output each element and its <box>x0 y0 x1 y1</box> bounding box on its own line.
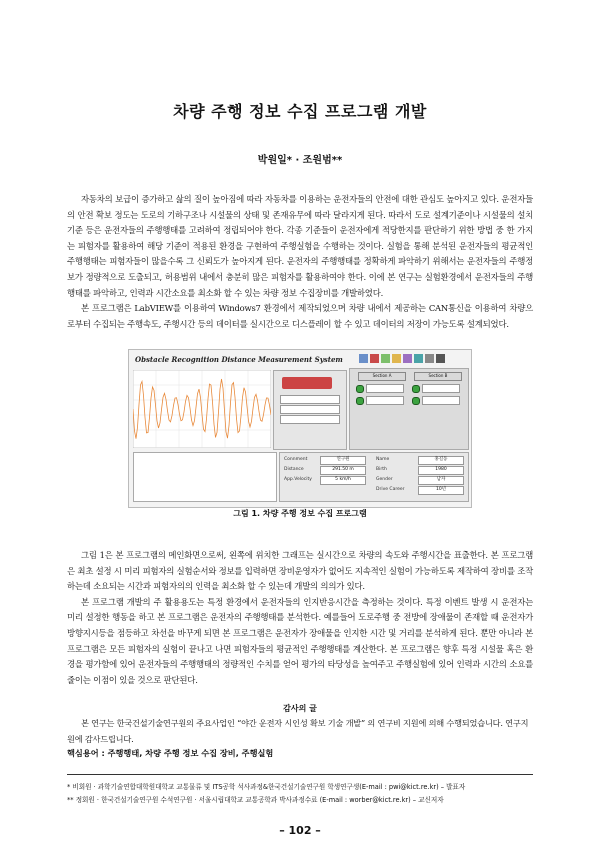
field-value: 10년 <box>418 486 464 495</box>
acknowledgement-text: 본 연구는 한국건설기술연구원의 주요사업인 “야간 운전자 시인성 확보 기술 개발” 의 연구비 지원에 의해 수행되었습니다. 연구지원에 감사드립니다. <box>67 718 529 744</box>
keywords: 핵심용어 : 주행행태, 차량 주행 정보 수집 장비, 주행실험 <box>67 748 274 758</box>
page-number: – 102 – <box>279 824 321 837</box>
info-panel <box>279 452 469 502</box>
figure-ui-title: Obstacle Recognition Distance Measurement System <box>135 355 343 364</box>
display-field <box>422 396 460 405</box>
section-panels <box>349 368 469 450</box>
field-value: 5 km/h <box>320 476 366 485</box>
field-value: 남자 <box>418 476 464 485</box>
paper-title: 차량 주행 정보 수집 프로그램 개발 <box>173 102 427 121</box>
section-panel <box>273 370 347 450</box>
display-field <box>280 395 340 404</box>
field-label: Birth <box>376 467 387 472</box>
log-panel <box>133 452 277 502</box>
toolbar-icon <box>381 354 390 363</box>
acknowledgement-heading: 감사의 글 <box>283 704 317 713</box>
status-led <box>412 397 420 405</box>
display-field <box>280 415 340 424</box>
figure-screenshot <box>128 349 472 508</box>
field-label: Drive Career <box>376 487 405 492</box>
toolbar-icons <box>359 354 465 364</box>
vehicle-display <box>282 377 332 389</box>
field-value: 홍길동 <box>418 456 464 465</box>
toolbar-icon <box>403 354 412 363</box>
display-field <box>366 384 404 393</box>
field-label: Gender <box>376 477 393 482</box>
toolbar-icon <box>392 354 401 363</box>
field-value: 연구원 <box>320 456 366 465</box>
field-label: Connment <box>284 457 308 462</box>
paragraph: 자동차의 보급이 증가하고 삶의 질이 높아짐에 따라 자동차를 이용하는 운전자들의 안전에 대한 관심도 높아지고 있다. 운전자들의 안전 확보 정도는 도로의 기하구조나 시설물의 상태 및 존재유무에 따라 달라지게 된다. 따라서 도로 설계기준이나 시설물의 설치기준 등은 운전자들의 주행행태를 고려하여 정립되어야 한다. 각종 기준들이 운전자에게 적당한지를 판단하기 위한 방법 중 한 가지는 피험자를 활용하여 해당 기준이 적용된 환경을 구현하여 주행실험을 수행하는 것이다. 실험을 통해 분석된 운전자들의 평균적인 주행행태는 피험자들이 많을수록 그 신뢰도가 높아지게 된다. 운전자의 주행행태를 정확하게 파악하기 위해서는 운전자들의 주행정보가 정량적으로 도출되고, 허용범위 내에서 충분히 많은 피험자를 활용하여야 한다. 이에 본 연구는 실험환경에서 운전자들의 주행행태를 파악하고, 인력과 시간소요를 최소화 할 수 있는 차량 정보 수집장비를 개발하였다. <box>67 194 533 298</box>
field-label: Distance <box>284 467 304 472</box>
footnote: ** 정회원 · 한국건설기술연구원 수석연구원 · 서울시립대학교 교통공학과 박사과정수료 (E-mail : worber@kict.re.kr) – 교신저자 <box>67 796 444 804</box>
toolbar-icon <box>370 354 379 363</box>
status-led <box>356 385 364 393</box>
field-value: 1980 <box>418 466 464 475</box>
tab-section-b[interactable]: Section B <box>414 372 462 381</box>
toolbar-icon <box>359 354 368 363</box>
status-led <box>412 385 420 393</box>
paragraph: 그림 1은 본 프로그램의 메인화면으로써, 왼쪽에 위치한 그래프는 실시간으로 차량의 속도와 주행시간을 표출한다. 본 프로그램은 최초 설정 시 미리 피험자의 실험순서와 정보를 입력하면 장비운영자가 없어도 지속적인 실험이 가능하도록 제작하여 장비를 조작하는데 소요되는 시간과 피험자의의 인력을 최소화 할 수 있는데 개발의 의의가 있다. <box>67 550 533 592</box>
figure-caption: 그림 1. 차량 주행 정보 수집 프로그램 <box>233 509 367 518</box>
footnote-divider <box>67 774 533 775</box>
display-field <box>366 396 404 405</box>
display-field <box>422 384 460 393</box>
paragraph: 본 프로그램 개발의 주 활용용도는 특정 환경에서 운전자들의 인지반응시간을 측정하는 것이다. 특정 이벤트 발생 시 운전자는 미리 설정한 행동을 하고 본 프로그램은 운전자의 주행행태를 분석한다. 예를들어 도로주행 중 전방에 장애물이 존재할 때 운전자가 방향지시등을 점등하고 차선을 바꾸게 되면 본 프로그램은 운전자가 장애물을 인지한 시간 및 거리를 분석하게 된다. 뿐만 아니라 본 프로그램은 모든 피험자의 실험이 끝나고 나면 피험자들의 평균적인 주행행태를 계산한다. 본 프로그램은 향후 특정 시설물 혹은 환경을 평가함에 있어 운전자들의 주행행태의 정량적인 수치를 얻어 평가의 타당성을 높여주고 주행실험에 있어 인력과 시간의 소요를 줄이는 이점이 있을 것으로 판단된다. <box>67 596 533 685</box>
field-label: Name <box>376 457 390 462</box>
paragraph: 본 프로그램은 LabVIEW를 이용하여 Windows7 환경에서 제작되었으며 차량 내에서 제공하는 CAN통신을 이용하여 차량으로부터 수집되는 주행속도, 주행시간 등의 데이터를 실시간으로 디스플레이 할 수 있고 데이터의 저장이 가능도록 설계되었다. <box>67 303 533 329</box>
field-label: App.Velocity <box>284 477 312 482</box>
toolbar-icon <box>436 354 445 363</box>
display-field <box>280 405 340 414</box>
author-line: 박원일* · 조원범** <box>257 155 343 166</box>
body-section-2 <box>67 548 533 688</box>
status-led <box>356 397 364 405</box>
speed-chart <box>133 370 271 448</box>
tab-section-a[interactable]: Section A <box>358 372 406 381</box>
field-value: 291.50 m <box>320 466 366 475</box>
footnote: * 비회원 · 과학기술연합대학원대학교 교통물류 및 ITS공학 석사과정&한국건설기술연구원 학생연구생(E-mail : pwi@kict.re.kr) – 발표자 <box>67 783 466 791</box>
toolbar-icon <box>425 354 434 363</box>
acknowledgement-body <box>67 716 533 747</box>
toolbar-icon <box>414 354 423 363</box>
body-section-1 <box>67 192 533 332</box>
